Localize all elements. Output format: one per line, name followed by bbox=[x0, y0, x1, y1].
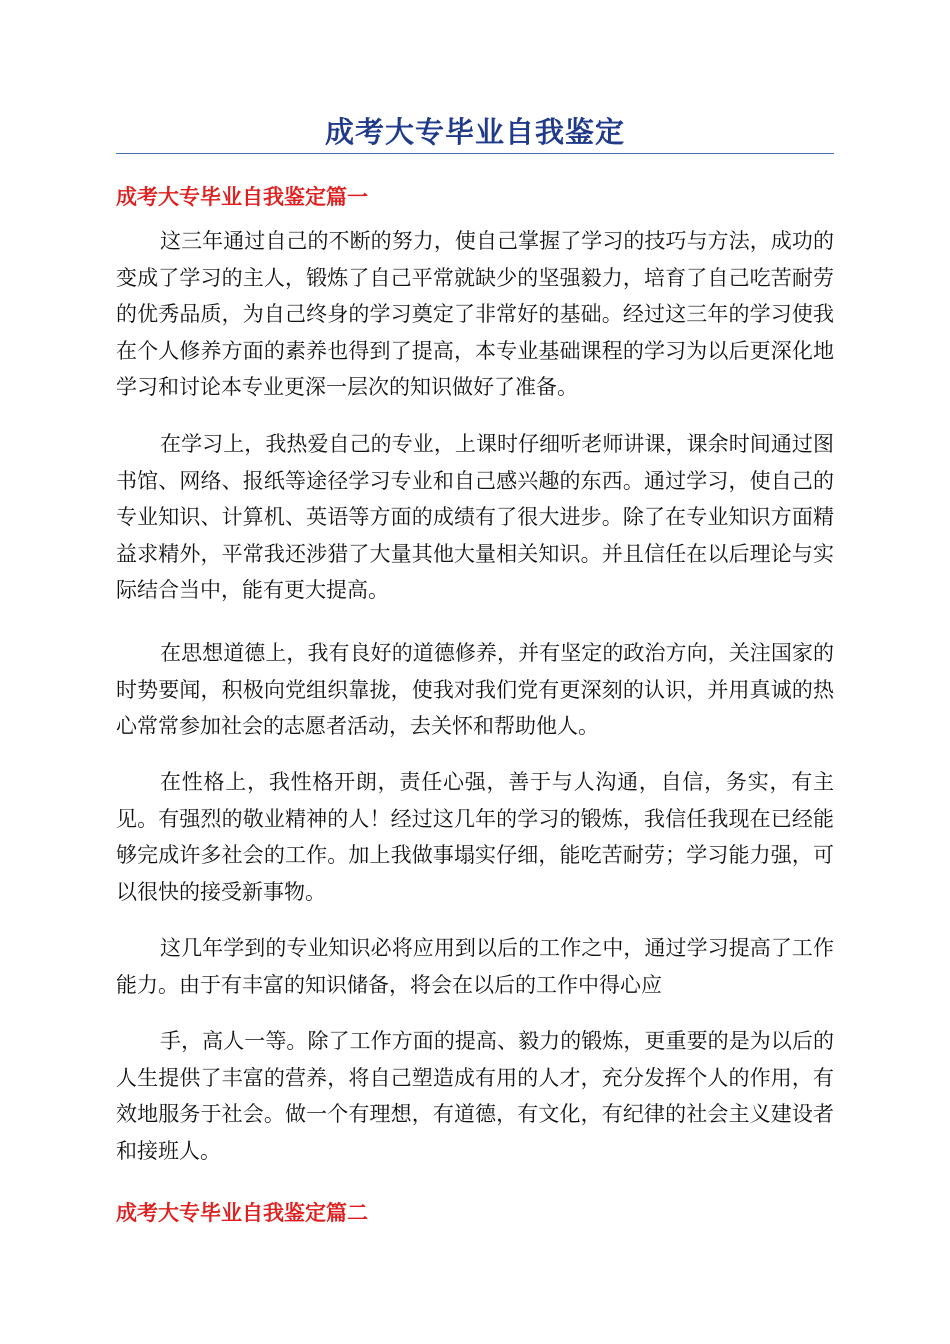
paragraph-2: 在学习上，我热爱自己的专业，上课时仔细听老师讲课，课余时间通过图书馆、网络、报纸等途径学习专业和自己感兴趣的东西。通过学习，使自己的专业知识、计算机、英语等方面的成绩有了很大进步。除了在专业知识方面精益求精外，平常我还涉猎了大量其他大量相关知识。并且信任在以后理论与实际结合当中，能有更大提高。 bbox=[116, 432, 834, 602]
section-heading-1: 成考大专毕业自我鉴定篇一 bbox=[116, 185, 368, 209]
paragraph-4: 在性格上，我性格开朗，责任心强，善于与人沟通，自信，务实，有主见。有强烈的敬业精神的人！经过这几年的学习的锻炼，我信任我现在已经能够完成许多社会的工作。加上我做事塌实仔细，能吃苦耐劳；学习能力强，可以很快的接受新事物。 bbox=[116, 770, 834, 904]
paragraph-3: 在思想道德上，我有良好的道德修养，并有坚定的政治方向，关注国家的时势要闻，积极向党组织靠拢，使我对我们党有更深刻的认识，并用真诚的热心常常参加社会的志愿者活动，去关怀和帮助他人。 bbox=[116, 641, 834, 738]
title-divider bbox=[116, 153, 834, 154]
paragraph-6: 手，高人一等。除了工作方面的提高、毅力的锻炼，更重要的是为以后的人生提供了丰富的营养，将自己塑造成有用的人才，充分发挥个人的作用，有效地服务于社会。做一个有理想，有道德，有文化，有纪律的社会主义建设者和接班人。 bbox=[116, 1029, 834, 1163]
paragraph-5: 这几年学到的专业知识必将应用到以后的工作之中，通过学习提高了工作能力。由于有丰富的知识储备，将会在以后的工作中得心应 bbox=[116, 936, 834, 997]
document-title: 成考大专毕业自我鉴定 bbox=[324, 115, 625, 149]
section-heading-2: 成考大专毕业自我鉴定篇二 bbox=[116, 1201, 368, 1225]
paragraph-1: 这三年通过自己的不断的努力，使自己掌握了学习的技巧与方法，成功的变成了学习的主人，锻炼了自己平常就缺少的坚强毅力，培育了自己吃苦耐劳的优秀品质，为自己终身的学习奠定了非常好的基础。经过这三年的学习使我在个人修养方面的素养也得到了提高，本专业基础课程的学习为以后更深化地学习和讨论本专业更深一层次的知识做好了准备。 bbox=[116, 229, 834, 399]
